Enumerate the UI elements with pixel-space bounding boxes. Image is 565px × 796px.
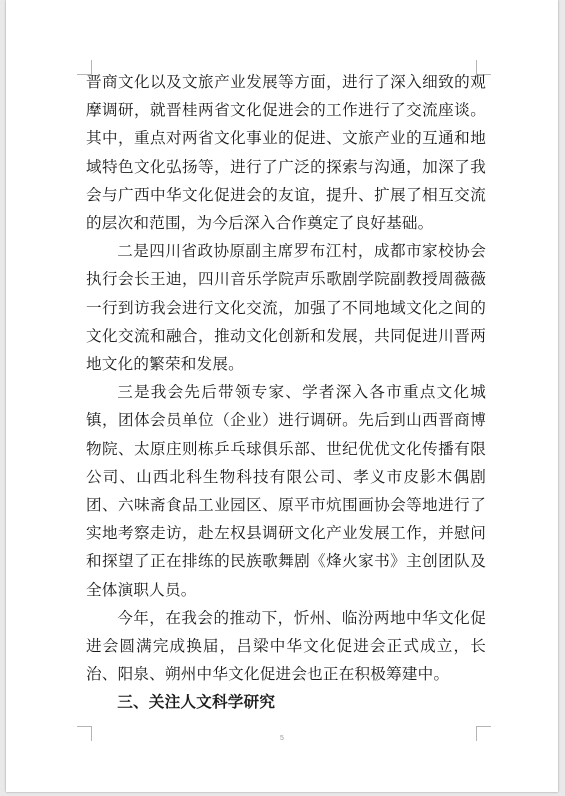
paragraph-sichuan-visit: 二是四川省政协原副主席罗布江村，成都市家校协会执行会长王迪，四川音乐学院声乐歌剧学院副教授周薇薇一行到访我会进行文化交流，加强了不同地域文化之间的文化交流和融合，推动文化创新和发展，共同促进川晋两地文化的繁荣和发展。 bbox=[86, 242, 486, 374]
document-page bbox=[6, 0, 558, 792]
paragraph-continued: 晋商文化以及文旅产业发展等方面，进行了深入细致的观摩调研，就晋桂两省文化促进会的工作进行了交流座谈。其中，重点对两省文化事业的促进、文旅产业的互通和地域特色文化弘扬等，进行了广泛的探索与沟通，加深了我会与广西中华文化促进会的友谊，提升、扩展了相互交流的层次和范围，为今后深入合作奠定了良好基础。 bbox=[86, 73, 486, 233]
section-heading: 三、关注人文科学研究 bbox=[117, 693, 276, 712]
page-number: 5 bbox=[280, 735, 284, 742]
paragraph-field-research: 三是我会先后带领专家、学者深入各市重点文化城镇，团体会员单位（企业）进行调研。先后到山西晋商博物院、太原庄则栋乒乓球俱乐部、世纪优优文化传播有限公司、山西北科生物科技有限公司、孝义市皮影木偶剧团、六味斋食品工业园区、原平市炕围画协会等地进行了实地考察走访，赴左权县调研文化产业发展工作，并慰问和探望了正在排练的民族歌舞剧《烽火家书》主创团队及全体演职人员。 bbox=[86, 383, 486, 599]
paragraph-branch-associations: 今年，在我会的推动下，忻州、临汾两地中华文化促进会圆满完成换届，吕梁中华文化促进会正式成立，长治、阳泉、朔州中华文化促进会也正在积极筹建中。 bbox=[86, 608, 486, 684]
document-body bbox=[86, 68, 486, 717]
